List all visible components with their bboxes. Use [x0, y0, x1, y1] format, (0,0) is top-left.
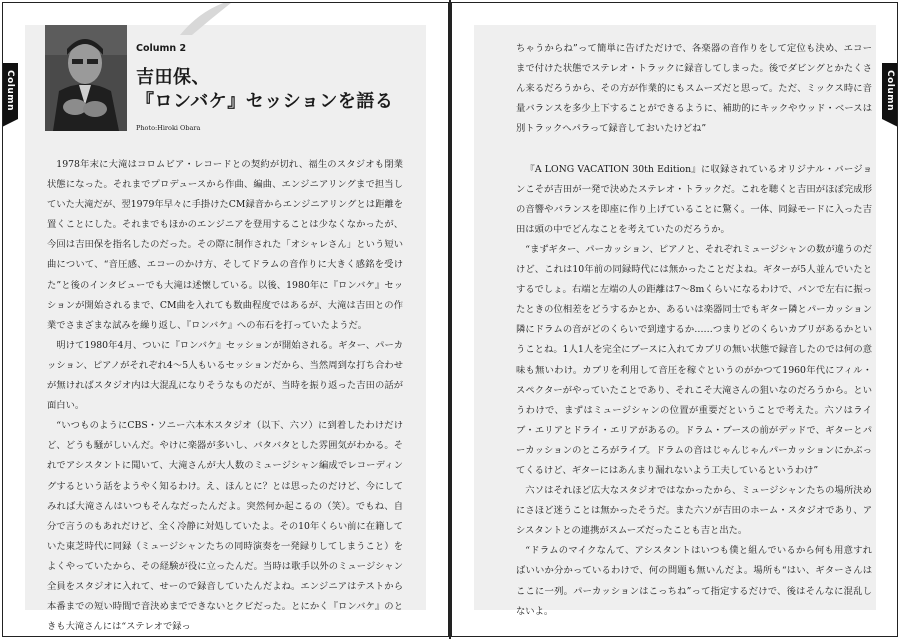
photo-credit: Photo:Hiroki Obara	[136, 124, 201, 132]
right-page	[451, 2, 898, 637]
paragraph-spacer	[516, 139, 872, 159]
paragraph: “まずギター、パーカッション、ピアノと、それぞれミュージシャンの数が違うのだけど、これは10年前の同録時代には無かったことだよね。ギターが5人並んでいたとするでしょ。右端と左端の人の距離は7～8mくらいになるわけで、パンで左右に振ったときの位相差をどうするかとか、あるいは楽器同士でもギター隣とパーカッション隣にドラムの音がどのくらいで到達するか……つまりどのくらいカブリがあるかということね。1人1人を完全にブースに入れてカブリの無い状態で録音したのでは何の意味も無いわけ。カブリを利用して音圧を稼ぐというのがかつて1960年代にフィル・スペクターがやっていたことであり、それこそ大滝さんの狙いなのだろうから。というわけで、まずはミュージシャンの位置が重要だということで考えた。六ソはライブ・エリアとドライ・エリアがあるの。ドラム・ブースの前がデッドで、ギターとパーカッションのところがライブ。ドラムの音はじゃんじゃんパーカッションにかぶってくるけど、ギターにはあんまり漏れないよう工夫しているというわけ”	[516, 243, 872, 476]
paragraph: “いつものようにCBS・ソニー六本木スタジオ（以下、六ソ）に到着したわけだけど、どうも騒がしいんだ。やけに楽器が多いし、バタバタとした雰囲気がわかる。それでアシスタントに聞いて、大滝さんが大人数のミュージシャン編成でレコーディングするという話をようやく知るわけ。え、ほんとに？とは思ったのだけど、今にしてみれば大滝さんはいつもそんなだったんだよ。突然何か起こるの（笑）。でもね、自分で言うのもあれだけど、全く冷静に対処していたよ。その10年くらい前に在籍していた東芝時代に同録（ミュージシャンたちの同時演奏を一発録りしてしまうこと）をよくやっていたから、その経験が役に立ったんだ。当時は歌手以外のミュージシャン全員をスタジオに入れて、せーので録音していたんだよね。エンジニアはテストから本番までの短い時間で音決めまでできないとクビだった。とにかく『ロンバケ』のときも大滝さんには“ステレオで録っ	[47, 420, 403, 633]
left-page	[2, 2, 449, 637]
column-tab-right: Column	[882, 63, 898, 119]
column-tab-left: Column	[2, 63, 18, 119]
column-number: Column 2	[136, 43, 187, 54]
portrait-photo	[45, 25, 127, 131]
paragraph: ちゃうからね”って簡単に告げただけで、各楽器の音作りをして定位も決め、エコーまで付けた状態でステレオ・トラックに録音してしまった。後でダビングとかたくさん来るだろうから、その方が作業的にもスムーズだと思って。ただ、ミックス時に音量バランスを多少上下することができるように、補助的にキックやウッド・ベースは別トラックへパラって録音しておいたけどね”	[516, 43, 872, 135]
paragraph: 1978年末に大滝はコロムビア・レコードとの契約が切れ、福生のスタジオも閉業状態になった。それまでプロデュースから作曲、編曲、エンジニアリングまで担当していた大滝だが、翌1979年早々に手掛けたCM録音からエンジニアリングとは距離を置くことにした。それまでもほかのエンジニアを登用することは少なくなかったが、今回は吉田保を指名したのだった。その際に制作された「オシャレさん」という短い曲について、“音圧感、エコーのかけ方、そしてドラムの音作りに大きく感銘を受けた”と後のインタビューでも大滝は述懐している。以後、1980年に『ロンバケ』セッションが開始されるまで、CM曲を入れても数曲程度ではあるが、大滝は吉田との作業でさまざまな試みを繰り返し、『ロンバケ』への布石を打っていたようだ。	[47, 159, 403, 331]
paragraph: 『A LONG VACATION 30th Edition』に収録されているオリジナル・バージョンこそが吉田が一発で決めたステレオ・トラックだ。これを聴くと吉田がほぼ完成形の音響やバランスを即座に作り上げていることに驚く。一体、同録モードに入った吉田は頭の中でどんなことを考えていたのだろうか。	[516, 163, 872, 235]
paragraph: 明けて1980年4月、ついに『ロンバケ』セッションが開始される。ギター、パーカッション、ピアノがそれぞれ4～5人もいるセッションだから、当然周到な打ち合わせが無ければスタジオ内は大混乱になりそうなものだが、当時を振り返った吉田の話が面白い。	[47, 339, 403, 412]
paragraph: 六ソはそれほど広大なスタジオではなかったから、ミュージシャンたちの場所決めにさほど迷うことは無かったそうだ。また六ソが吉田のホーム・スタジオであり、アシスタントとの連携がスムーズだったことも吉と出た。	[516, 485, 872, 537]
left-body-text	[47, 155, 403, 637]
paragraph: “ドラムのマイクなんて、アシスタントはいつも僕と組んでいるから何も用意すればいいか分かっているわけで、何の問題も無いんだよ。場所も“はい、ギターさんはここに一列。パーカッションはこっちね”って指定するだけで、後はそんなに混乱しないよ。	[516, 545, 872, 617]
headline-line-2: 『ロンバケ』セッションを語る	[136, 91, 394, 112]
article-headline	[136, 66, 393, 114]
right-body-text	[516, 39, 872, 622]
decorative-swoosh	[178, 2, 238, 37]
headline-line-1: 吉田保、	[136, 67, 210, 88]
